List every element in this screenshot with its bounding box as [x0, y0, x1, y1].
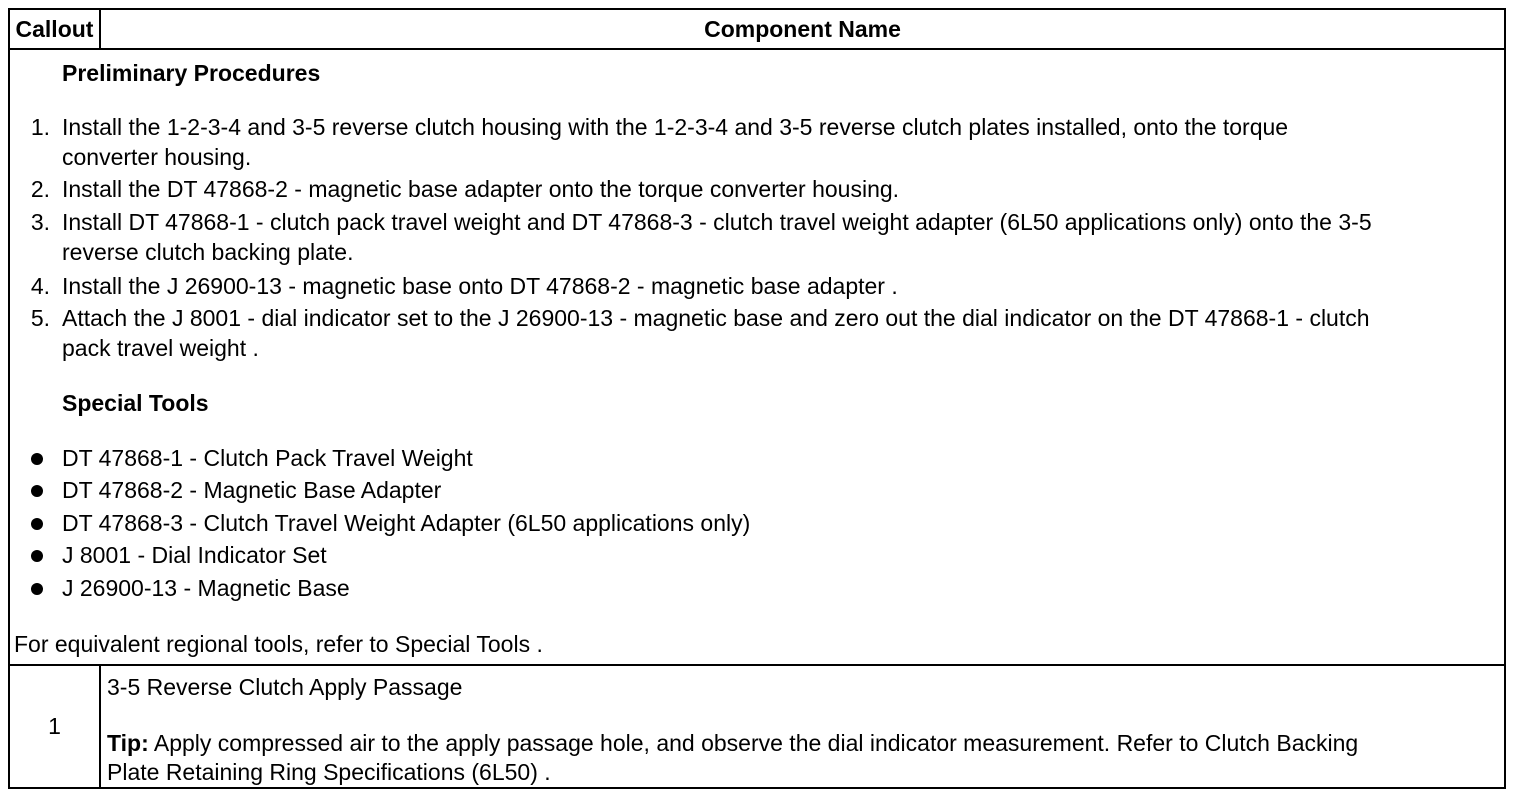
step-text: reverse clutch backing plate. [62, 239, 354, 265]
step-number: 5. [30, 305, 50, 331]
step-number: 1. [30, 114, 50, 140]
tool-text: DT 47868-2 - Magnetic Base Adapter [62, 477, 442, 503]
step-text: converter housing. [62, 144, 252, 170]
tip-text: Apply compressed air to the apply passage hole, and observe the dial indicator measurement. Refer to Clutch Backing [148, 730, 1359, 756]
bullet-icon [31, 518, 43, 530]
tool-text: J 26900-13 - Magnetic Base [62, 575, 350, 601]
table-row [9, 665, 1505, 788]
component-table [8, 8, 1506, 789]
tool-text: DT 47868-3 - Clutch Travel Weight Adapter (6L50 applications only) [62, 510, 751, 536]
step-text: Install the 1-2-3-4 and 3-5 reverse clutch housing with the 1-2-3-4 and 3-5 reverse clutch plates installed, onto the torque [62, 114, 1289, 140]
step-number: 3. [30, 209, 50, 235]
table-header-row [9, 9, 1505, 49]
step-text: Install DT 47868-1 - clutch pack travel weight and DT 47868-3 - clutch travel weight adapter (6L50 applications only) onto the 3-5 [62, 209, 1372, 235]
tool-text: DT 47868-1 - Clutch Pack Travel Weight [62, 445, 473, 471]
component-name: 3-5 Reverse Clutch Apply Passage [107, 674, 463, 700]
regional-tools-note: For equivalent regional tools, refer to Special Tools . [14, 631, 543, 657]
step-text: pack travel weight . [62, 335, 259, 361]
callout-header: Callout [9, 9, 100, 49]
preliminary-heading: Preliminary Procedures [62, 60, 321, 86]
component-cell [100, 665, 1505, 788]
step-text: Attach the J 8001 - dial indicator set to the J 26900-13 - magnetic base and zero out the dial indicator on the DT 47868-1 - clutch [62, 305, 1370, 331]
preliminary-cell [9, 49, 1505, 665]
tip-line-2: Plate Retaining Ring Specifications (6L50) . [107, 759, 551, 785]
tip-label: Tip: [107, 730, 149, 756]
callout-number: 1 [9, 665, 100, 788]
step-number: 2. [30, 176, 50, 202]
tip-line-1 [107, 728, 1358, 758]
tool-text: J 8001 - Dial Indicator Set [62, 542, 327, 568]
preliminary-row [9, 49, 1505, 665]
step-text: Install the DT 47868-2 - magnetic base adapter onto the torque converter housing. [62, 176, 900, 202]
component-name-header: Component Name [100, 9, 1505, 49]
special-tools-heading: Special Tools [62, 390, 209, 416]
bullet-icon [31, 583, 43, 595]
bullet-icon [31, 453, 43, 465]
bullet-icon [31, 550, 43, 562]
bullet-icon [31, 485, 43, 497]
step-number: 4. [30, 273, 50, 299]
step-text: Install the J 26900-13 - magnetic base onto DT 47868-2 - magnetic base adapter . [62, 273, 898, 299]
